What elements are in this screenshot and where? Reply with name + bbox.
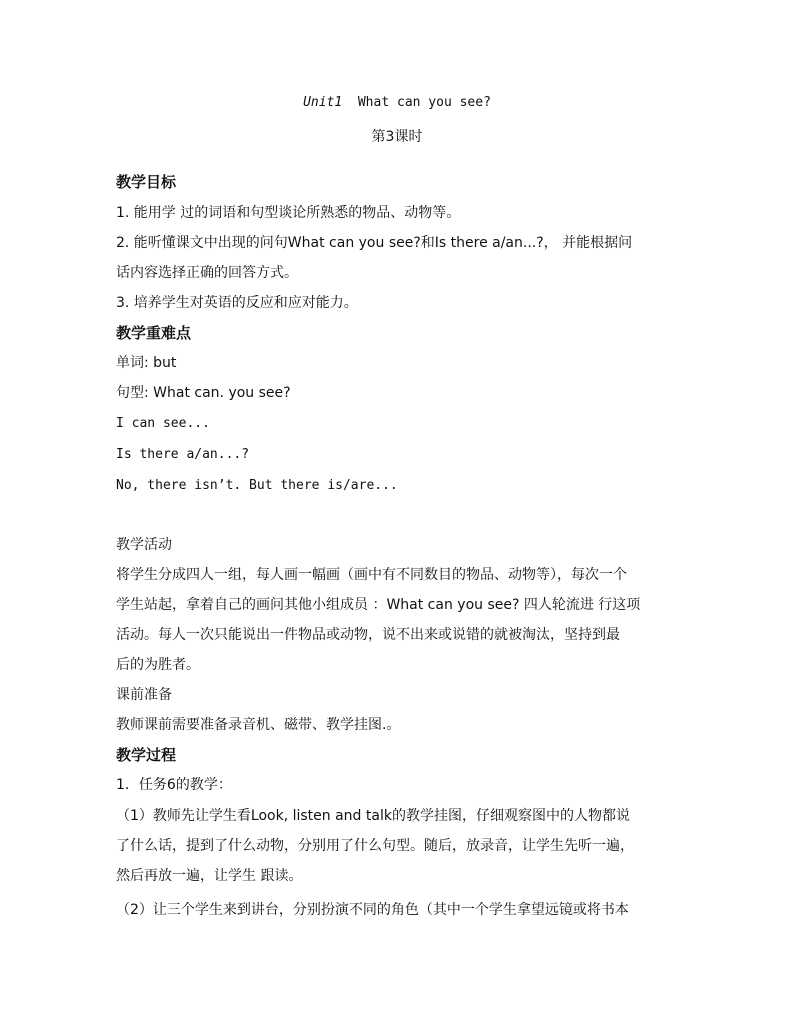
activities-line-4: 后的为胜者。 [116,657,200,673]
activities-line-2: 学生站起，拿着自己的画问其他小组成员 ：What can you see? 四人轮流进 行这项 [116,597,641,613]
objective-item-3: 3. 培养学生对英语的反应和应对能力。 [116,295,358,311]
sentence-2: Is there a/an...? [116,447,250,462]
process-step-1-line-1: （1）教师先让学生看Look, listen and talk的教学挂图，仔细观察图中的人物都说 [116,808,630,824]
key-words: 单词: but [116,355,177,371]
process-task: 1．任务6的教学： [116,777,232,793]
sentence-3: No, there isn’t. But there is/are... [116,478,398,493]
preparation-text: 教师课前需要准备录音机、磁带、教学挂图.。 [116,717,401,733]
sentence-1: I can see... [116,416,210,431]
key-sentences: 句型: What can. you see? [116,385,291,401]
title-text: What can you see? [357,95,491,110]
process-step-1-line-3: 然后再放一遍，让学生 跟读。 [116,868,303,884]
title-unit: Unit1 [303,95,343,110]
process-heading: 教学过程 [116,746,177,764]
objective-item-2-line-2: 话内容选择正确的回答方式。 [116,265,298,281]
page-title [0,95,794,110]
preparation-heading: 课前准备 [116,687,172,703]
activities-line-3: 活动。每人一次只能说出一件物品或动物，说不出来或说错的就被淘汰，坚持到最 [116,627,620,643]
page-subtitle: 第3课时 [371,129,423,145]
key-points-heading: 教学重难点 [116,324,192,342]
objectives-heading: 教学目标 [116,173,177,191]
activities-line-1: 将学生分成四人一组，每人画一幅画（画中有不同数目的物品、动物等），每次一个 [116,567,627,583]
objective-item-1: 1. 能用学 过的词语和句型谈论所熟悉的物品、动物等。 [116,205,461,221]
objective-item-2-line-1: 2. 能听懂课文中出现的问句What can you see?和Is there a/an...?， 并能根据问 [116,235,633,251]
process-step-1-line-2: 了什么话，提到了什么动物，分别用了什么句型。随后，放录音，让学生先听一遍， [116,838,634,854]
process-step-2-line-1: （2）让三个学生来到讲台，分别扮演不同的角色（其中一个学生拿望远镜或将书本 [116,902,629,918]
activities-heading: 教学活动 [116,537,172,553]
